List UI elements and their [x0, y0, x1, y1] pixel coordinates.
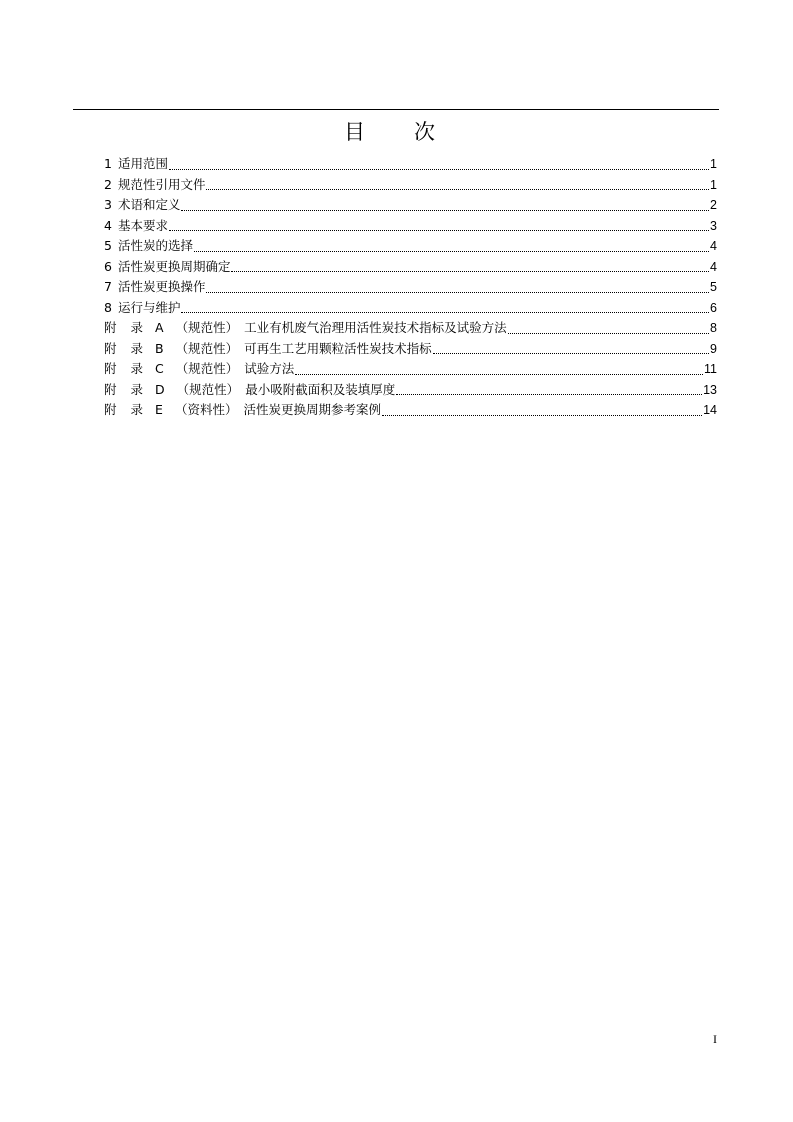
appendix-word-fu: 附	[104, 320, 117, 335]
toc-appendix-label	[104, 380, 395, 401]
appendix-word-lu: 录	[130, 340, 144, 356]
toc-list	[104, 154, 717, 421]
toc-entry-label	[104, 195, 180, 216]
toc-entry-label	[104, 277, 205, 298]
toc-appendix-entry[interactable]	[104, 380, 717, 401]
toc-entry-page: 11	[704, 362, 717, 376]
toc-entry-label	[104, 236, 193, 257]
toc-appendix-entry[interactable]	[104, 318, 717, 339]
toc-entry-number: 6	[104, 258, 112, 274]
toc-entry-label	[104, 257, 230, 278]
dot-leader	[181, 210, 709, 211]
toc-entry-label	[104, 216, 168, 237]
appendix-word-lu: 录	[130, 402, 144, 417]
toc-entry[interactable]	[104, 277, 717, 298]
appendix-word-lu: 录	[130, 320, 144, 335]
toc-entry-number: 8	[104, 299, 112, 315]
appendix-title: 最小吸附截面积及装填厚度	[245, 381, 396, 397]
toc-entry-number: 5	[104, 238, 112, 253]
toc-entry-page: 1	[710, 157, 717, 171]
toc-entry-number: 4	[104, 217, 112, 233]
toc-entry-number: 3	[104, 197, 112, 212]
toc-entry-text: 适用范围	[117, 156, 168, 171]
dot-leader	[295, 374, 703, 375]
appendix-word-lu: 录	[130, 381, 144, 397]
toc-entry-page: 3	[710, 218, 717, 233]
appendix-letter: B	[155, 340, 164, 356]
toc-entry-page: 6	[710, 300, 717, 315]
appendix-letter: E	[155, 402, 163, 417]
toc-appendix-label	[104, 400, 381, 421]
dot-leader	[169, 169, 709, 170]
dot-leader	[206, 189, 709, 190]
toc-appendix-entry[interactable]	[104, 359, 717, 380]
toc-entry-page: 14	[703, 403, 717, 417]
toc-appendix-label	[104, 318, 507, 339]
toc-entry-page: 1	[710, 177, 717, 192]
toc-entry-text: 基本要求	[117, 217, 168, 233]
toc-entry-page: 9	[710, 341, 717, 356]
toc-entry-page: 4	[710, 259, 717, 274]
toc-entry-page: 5	[710, 280, 717, 294]
appendix-title: 试验方法	[244, 361, 295, 376]
toc-appendix-entry[interactable]	[104, 400, 717, 421]
toc-entry[interactable]	[104, 216, 717, 237]
appendix-type: （资料性）	[174, 402, 238, 417]
toc-entry[interactable]	[104, 236, 717, 257]
toc-title: 目 次	[344, 120, 449, 144]
page-number: I	[713, 1032, 717, 1046]
dot-leader	[169, 230, 709, 231]
toc-entry-text: 活性炭更换周期确定	[117, 258, 231, 274]
toc-entry-text: 术语和定义	[117, 197, 181, 212]
toc-entry[interactable]	[104, 195, 717, 216]
toc-entry-number: 2	[104, 176, 112, 192]
toc-entry-page: 13	[703, 382, 717, 397]
appendix-word-fu: 附	[104, 340, 117, 356]
appendix-type: （规范性）	[175, 340, 239, 356]
appendix-type: （规范性）	[176, 381, 240, 397]
appendix-title: 可再生工艺用颗粒活性炭技术指标	[244, 340, 432, 356]
dot-leader	[433, 353, 709, 354]
toc-entry-label	[104, 175, 205, 196]
appendix-word-lu: 录	[130, 361, 144, 376]
toc-entry-text: 活性炭的选择	[117, 238, 193, 253]
toc-entry-label	[104, 154, 168, 175]
toc-entry-label	[104, 298, 180, 319]
appendix-title: 工业有机废气治理用活性炭技术指标及试验方法	[244, 320, 507, 335]
header-rule	[73, 109, 719, 110]
toc-entry[interactable]	[104, 298, 717, 319]
appendix-word-fu: 附	[104, 402, 117, 417]
appendix-letter: A	[155, 320, 164, 335]
dot-leader	[396, 394, 702, 395]
appendix-title: 活性炭更换周期参考案例	[243, 402, 381, 417]
toc-entry-text: 运行与维护	[117, 299, 181, 315]
appendix-type: （规范性）	[175, 361, 239, 376]
toc-entry-page: 2	[710, 198, 717, 212]
toc-entry-page: 4	[710, 239, 717, 253]
dot-leader	[231, 271, 709, 272]
dot-leader	[508, 333, 709, 334]
toc-appendix-label	[104, 359, 294, 380]
toc-appendix-label	[104, 339, 432, 360]
dot-leader	[382, 415, 702, 416]
toc-entry-page: 8	[710, 321, 717, 335]
dot-leader	[181, 312, 709, 313]
dot-leader	[194, 251, 709, 252]
toc-appendix-entry[interactable]	[104, 339, 717, 360]
toc-entry-text: 规范性引用文件	[117, 176, 206, 192]
appendix-letter: D	[155, 381, 165, 397]
toc-entry-number: 7	[104, 279, 112, 294]
toc-entry[interactable]	[104, 175, 717, 196]
dot-leader	[206, 292, 709, 293]
appendix-letter: C	[155, 361, 164, 376]
toc-entry[interactable]	[104, 154, 717, 175]
toc-entry-number: 1	[104, 156, 112, 171]
appendix-word-fu: 附	[104, 381, 117, 397]
toc-entry[interactable]	[104, 257, 717, 278]
appendix-word-fu: 附	[104, 361, 117, 376]
toc-entry-text: 活性炭更换操作	[117, 279, 206, 294]
appendix-type: （规范性）	[175, 320, 239, 335]
